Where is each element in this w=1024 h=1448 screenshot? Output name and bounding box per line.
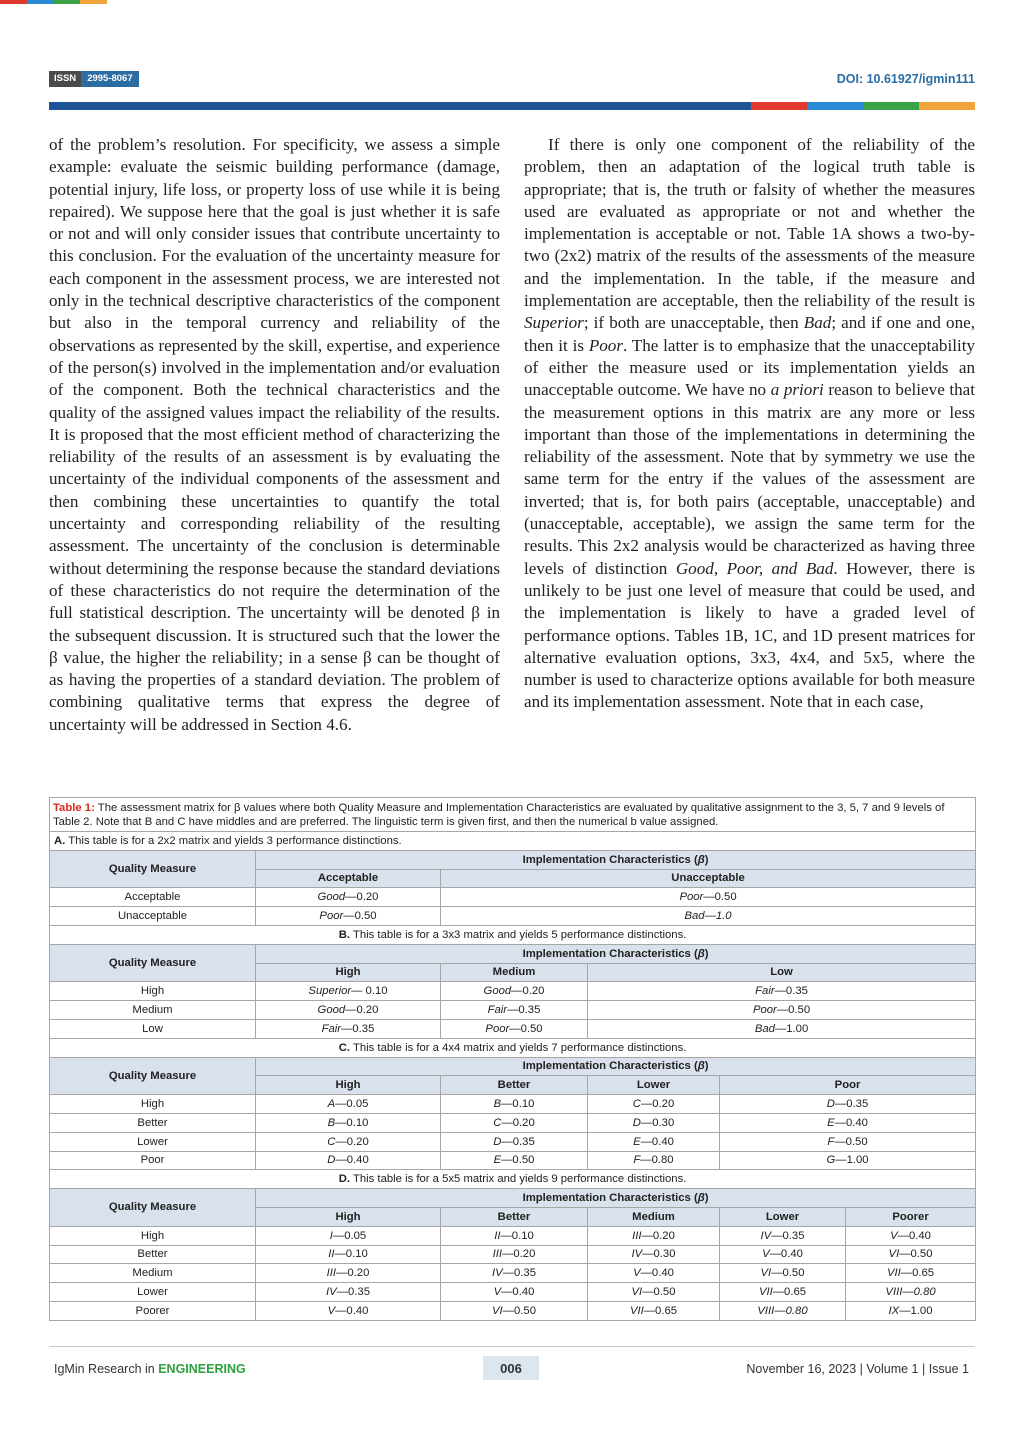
table-row <box>50 888 976 907</box>
table-cell <box>720 1113 976 1132</box>
strip-orange <box>80 0 107 4</box>
row-label: High <box>50 1226 256 1245</box>
cell-term: III <box>326 1267 337 1280</box>
row-label: Poorer <box>50 1301 256 1320</box>
footer-volume: Volume 1 <box>866 1362 919 1376</box>
cell-value: —0.20 <box>501 1116 535 1129</box>
cell-term: Poor <box>679 891 704 904</box>
row-label: Lower <box>50 1283 256 1302</box>
header-rule-red <box>751 102 807 110</box>
section-row <box>50 832 976 851</box>
cell-value: —0.35 <box>501 1135 535 1148</box>
section-description <box>50 925 976 944</box>
row-label: Unacceptable <box>50 907 256 926</box>
header-rule-green <box>863 102 919 110</box>
cell-term: VIII—0.80 <box>757 1304 808 1317</box>
caption-row <box>50 798 976 832</box>
table-cell <box>588 1095 720 1114</box>
text-run: If there is only one component of the reliability of the problem, then an adaptation of the logical truth table is appropriate; that is, the truth or falsity of whether the measures used are evaluated as appropriate or not and whether the implementation is acceptable or not. Table 1A shows a two-by-two (2x2) matrix of the results of the assessments of the measure and the implementation. In the table, if the measure and implementation are acceptable, then the reliability of the result is <box>524 135 975 311</box>
quality-measure-header: Quality Measure <box>50 1057 256 1095</box>
table-cell <box>720 1301 846 1320</box>
section-row <box>50 1038 976 1057</box>
cell-term: III <box>632 1229 642 1242</box>
section-letter: C. <box>338 1041 351 1054</box>
cell-value: —0.50 <box>642 1286 676 1299</box>
table-cell <box>846 1245 976 1264</box>
table-cell <box>588 1001 976 1020</box>
cell-term: V <box>633 1267 641 1280</box>
table-cell <box>441 888 976 907</box>
table-cell <box>588 1019 976 1038</box>
header-rule-blue <box>807 102 863 110</box>
cell-term: III <box>492 1248 503 1261</box>
cell-term: B <box>493 1098 502 1111</box>
table-cell <box>720 1264 846 1283</box>
row-label: Poor <box>50 1151 256 1170</box>
column-header: High <box>256 963 441 982</box>
footer-date: November 16, 2023 <box>746 1362 857 1376</box>
cell-term: VI <box>631 1286 643 1299</box>
cell-value: —0.35 <box>507 1004 541 1017</box>
cell-value: —0.35 <box>502 1267 536 1280</box>
cell-term: F <box>827 1135 835 1148</box>
row-label: Low <box>50 1019 256 1038</box>
cell-term: VII <box>629 1304 644 1317</box>
strip-red <box>0 0 27 4</box>
implementation-header <box>256 1057 976 1076</box>
row-label: Acceptable <box>50 888 256 907</box>
beta-symbol: β <box>697 853 705 866</box>
cell-term: D <box>826 1098 835 1111</box>
table-cell <box>720 1151 976 1170</box>
table-cell <box>441 1245 588 1264</box>
text-run: ; and if one and one, then it is <box>524 313 976 355</box>
cell-value: —0.40 <box>897 1229 931 1242</box>
cell-term: IV <box>326 1286 337 1299</box>
cell-value: —0.10 <box>335 1116 369 1129</box>
cell-term: C <box>493 1116 502 1129</box>
cell-term: V <box>890 1229 898 1242</box>
doi-link[interactable]: DOI: 10.61927/igmin111 <box>836 72 975 86</box>
cell-value: —0.50 <box>771 1267 805 1280</box>
cell-term: B <box>327 1116 336 1129</box>
cell-value: —0.20 <box>335 1135 369 1148</box>
cell-value: —0.50 <box>834 1135 868 1148</box>
column-header: Poor <box>720 1076 976 1095</box>
cell-term: Bad—1.0 <box>684 910 732 923</box>
cell-value: —0.50 <box>501 1154 535 1167</box>
cell-value: —0.40 <box>834 1116 868 1129</box>
section-row <box>50 925 976 944</box>
beta-symbol: β <box>697 1192 705 1205</box>
cell-value: —1.00 <box>774 1022 809 1035</box>
cell-value: —0.20 <box>640 1098 675 1111</box>
table-cell <box>588 1113 720 1132</box>
table-cell <box>588 1264 720 1283</box>
italic-term: Superior <box>524 313 584 333</box>
table-cell <box>256 1019 441 1038</box>
beta-symbol: β <box>697 947 705 960</box>
left-paragraph: of the problem’s resolution. For specificity, we assess a simple example: evaluate the seismic building performance (damage, potential injury, life loss, or property loss of use while it is being repaired). We suppose here that the goal is just whether it is safe or not and will only consider issues that contribute uncertainty to this conclusion. For the evaluation of the uncertainty measure for each component in the assessment process, we are interested not only in the technical descriptive characteristics of the component but also in the temporal currency and reliability of the observations as represented by the skill, expertise, and experience of the person(s) involved in the implementation and/or evaluation of the component. Both the technical characteristics and the quality of the assigned values impact the reliability of the results. It is proposed that the most efficient method of characterizing the reliability of the results of an assessment is by evaluating the uncertainty of the individual components of the assessment and then combining these uncertainties to quantify the total uncertainty and corresponding reliability of the resulting assessment. The uncertainty of the conclusion is determinable without determining the response because the standard deviations of these characteristics do not require the determination of the full statistical description. The uncertainty will be denoted β in the subsequent discussion. It is structured such that the lower the β value, the higher the reliability; in a sense β can be thought of as having the properties of a standard deviation. The problem of combining qualitative terms that express the degree of uncertainty will be addressed in Section 4.6. <box>49 135 500 734</box>
implementation-header <box>256 1189 976 1208</box>
table-row <box>50 1264 976 1283</box>
table-cell <box>846 1226 976 1245</box>
issn-badge <box>49 71 139 87</box>
table-cell <box>588 1132 720 1151</box>
table-row <box>50 1283 976 1302</box>
table-cell <box>441 1001 588 1020</box>
cell-term: G <box>826 1154 836 1167</box>
right-paragraph <box>524 134 975 714</box>
cell-term: I <box>329 1229 333 1242</box>
table-cell <box>720 1245 846 1264</box>
table-cell <box>846 1264 976 1283</box>
row-label: Medium <box>50 1001 256 1020</box>
table-cell <box>441 907 976 926</box>
table-row <box>50 1301 976 1320</box>
cell-value: —1.00 <box>835 1154 869 1167</box>
cell-value: —0.10 <box>501 1098 535 1111</box>
impl-close: ) <box>704 853 709 866</box>
table-cell <box>588 1283 720 1302</box>
cell-value: —0.40 <box>335 1154 369 1167</box>
row-label: Better <box>50 1245 256 1264</box>
quality-measure-header: Quality Measure <box>50 1189 256 1227</box>
table-cell <box>846 1301 976 1320</box>
cell-value: —0.40 <box>769 1248 803 1261</box>
cell-term: VII <box>886 1267 901 1280</box>
implementation-header <box>256 850 976 869</box>
table-row <box>50 1132 976 1151</box>
table-cell <box>256 1151 441 1170</box>
cell-value: —0.20 <box>641 1229 675 1242</box>
section-description <box>50 832 976 851</box>
cell-term: A <box>327 1098 336 1111</box>
cell-term: II <box>494 1229 501 1242</box>
table-row <box>50 1226 976 1245</box>
header-row <box>50 850 976 869</box>
cell-term: Poor <box>319 910 344 923</box>
footer-journal <box>54 1362 246 1376</box>
cell-value: —0.05 <box>332 1229 367 1242</box>
cell-term: V <box>493 1286 502 1299</box>
column-header: High <box>256 1207 441 1226</box>
journal-prefix: IgMin Research in <box>54 1362 159 1376</box>
table-cell <box>256 982 441 1001</box>
table-cell <box>256 888 441 907</box>
italic-term: Bad <box>803 313 832 333</box>
header-rule <box>49 102 975 110</box>
table-cell <box>256 1132 441 1151</box>
header-row <box>50 1057 976 1076</box>
cell-value: —0.10 <box>334 1248 368 1261</box>
column-header: Unacceptable <box>441 869 976 888</box>
table-row <box>50 1019 976 1038</box>
cell-value: —0.35 <box>341 1022 375 1035</box>
table-caption <box>50 798 976 832</box>
cell-term: II <box>328 1248 335 1261</box>
table-cell <box>441 1264 588 1283</box>
section-desc: This table is for a 3x3 matrix and yields 5 performance distinctions. <box>350 928 687 941</box>
cell-term: Fair <box>755 985 775 998</box>
beta-symbol: β <box>697 1060 705 1073</box>
left-column <box>49 134 500 736</box>
text-run: . However, there is unlikely to be just one level of measure that could be used, and the implementation is likely to have a graded level of performance options. Tables 1B, 1C, and 1D present matrices for alternative evaluation options, 3x3, 4x4, and 5x5, where the number is used to characterize options available for both measure and its implementation assessment. Note that in each case, <box>524 558 975 712</box>
cell-value: —0.65 <box>772 1286 807 1299</box>
quality-measure-header: Quality Measure <box>50 850 256 888</box>
journal-field: ENGINEERING <box>158 1362 246 1376</box>
table-row <box>50 982 976 1001</box>
cell-value: —0.50 <box>509 1022 543 1035</box>
table-cell <box>256 1283 441 1302</box>
section-desc: This table is for a 4x4 matrix and yields 7 performance distinctions. <box>350 1041 687 1054</box>
impl-close: ) <box>704 1192 709 1205</box>
column-header: Medium <box>588 1207 720 1226</box>
cell-term: D <box>632 1116 641 1129</box>
text-run: . The latter is to emphasize that the unacceptability of either the measure used or its implementation yields an unacceptable outcome. We have no <box>524 335 976 400</box>
italic-term: Good, Poor, and Bad <box>675 558 834 578</box>
cell-term: VIII—0.80 <box>885 1286 936 1299</box>
table-cell <box>720 1132 976 1151</box>
cell-value: —0.40 <box>640 1135 674 1148</box>
cell-term: Poor <box>752 1004 777 1017</box>
cell-term: C <box>327 1135 336 1148</box>
section-description <box>50 1170 976 1189</box>
implementation-header <box>256 944 976 963</box>
cell-value: —0.20 <box>502 1248 536 1261</box>
column-header: Poorer <box>846 1207 976 1226</box>
section-letter: A. <box>54 834 66 847</box>
table-cell <box>720 1283 846 1302</box>
top-color-strip <box>0 0 107 4</box>
table-cell <box>441 1095 588 1114</box>
cell-term: Superior <box>308 985 352 998</box>
column-header: Lower <box>720 1207 846 1226</box>
table-cell <box>441 1113 588 1132</box>
column-header: Lower <box>588 1076 720 1095</box>
table-cell <box>588 1301 720 1320</box>
footer-rule <box>49 1346 975 1347</box>
footer-issue: Issue 1 <box>928 1362 969 1376</box>
cell-term: E <box>493 1154 502 1167</box>
table-cell <box>256 1301 441 1320</box>
cell-value: —0.20 <box>336 1267 370 1280</box>
table-cell <box>441 1019 588 1038</box>
cell-term: V <box>327 1304 336 1317</box>
table-cell <box>588 1226 720 1245</box>
cell-term: VII <box>758 1286 773 1299</box>
cell-term: Bad <box>754 1022 775 1035</box>
section-description <box>50 1038 976 1057</box>
assessment-table <box>49 797 976 1321</box>
footer-date-volume: November 16, 2023 | Volume 1 | Issue 1 <box>746 1362 969 1376</box>
cell-term: D <box>493 1135 502 1148</box>
cell-term: IV <box>631 1248 643 1261</box>
cell-term: Good <box>483 985 512 998</box>
cell-term: F <box>633 1154 641 1167</box>
table-cell <box>441 1226 588 1245</box>
cell-term: C <box>632 1098 641 1111</box>
text-run: ; if both are unacceptable, then <box>583 313 804 333</box>
caption-label: Table 1: <box>53 802 95 814</box>
row-label: High <box>50 982 256 1001</box>
table-row <box>50 907 976 926</box>
column-header: Better <box>441 1207 588 1226</box>
column-header: Medium <box>441 963 588 982</box>
table-cell <box>256 1226 441 1245</box>
cell-value: —0.20 <box>345 1004 379 1017</box>
cell-term: E <box>827 1116 835 1129</box>
table-cell <box>256 1113 441 1132</box>
table-cell <box>588 1245 720 1264</box>
table-cell <box>441 1132 588 1151</box>
impl-close: ) <box>704 1060 709 1073</box>
section-desc: This table is for a 5x5 matrix and yields 9 performance distinctions. <box>350 1173 687 1186</box>
section-letter: B. <box>338 928 351 941</box>
row-label: Lower <box>50 1132 256 1151</box>
cell-value: —0.35 <box>774 985 808 998</box>
table-row <box>50 1001 976 1020</box>
row-label: Better <box>50 1113 256 1132</box>
impl-label: Implementation Characteristics ( <box>522 947 698 960</box>
cell-term: IV <box>492 1267 503 1280</box>
right-column <box>524 134 975 714</box>
cell-term: VI <box>888 1248 900 1261</box>
table-cell <box>441 1151 588 1170</box>
text-run: reason to believe that the measurement options in this matrix are any more or less important than those of the implementations in determining the reliability of the assessment. Note that by symmetry we use the same term for the entry if the values of the assessment are inverted; that is, for both pairs (acceptable, unacceptable) and (unacceptable, acceptable), we assign the same term for the results. This 2x2 analysis would be characterized as having three levels of distinction <box>524 380 976 578</box>
strip-green <box>54 0 81 4</box>
cell-value: —0.50 <box>703 891 737 904</box>
cell-value: —0.35 <box>771 1229 805 1242</box>
row-label: Medium <box>50 1264 256 1283</box>
cell-value: —0.10 <box>500 1229 534 1242</box>
cell-term: Poor <box>485 1022 510 1035</box>
cell-term: E <box>633 1135 641 1148</box>
header-row <box>50 944 976 963</box>
cell-term: IX <box>888 1304 900 1317</box>
issn-number: 2995-8067 <box>81 71 138 87</box>
table-row <box>50 1095 976 1114</box>
table-cell <box>720 1226 846 1245</box>
table-cell <box>588 982 976 1001</box>
cell-value: —0.20 <box>345 891 379 904</box>
cell-term: IV <box>760 1229 772 1242</box>
cell-value: —0.30 <box>642 1248 676 1261</box>
cell-value: —0.30 <box>640 1116 675 1129</box>
cell-term: Fair <box>321 1022 342 1035</box>
cell-term: VI <box>760 1267 772 1280</box>
column-header: Low <box>588 963 976 982</box>
header-rule-main <box>49 102 751 110</box>
cell-value: —0.40 <box>501 1286 535 1299</box>
header-rule-orange <box>919 102 975 110</box>
column-header: Better <box>441 1076 588 1095</box>
cell-value: —0.40 <box>640 1267 674 1280</box>
table-row <box>50 1113 976 1132</box>
table-cell <box>720 1095 976 1114</box>
cell-value: — 0.10 <box>351 985 388 998</box>
cell-value: —0.50 <box>899 1248 933 1261</box>
cell-value: —0.65 <box>900 1267 935 1280</box>
cell-value: —0.65 <box>643 1304 678 1317</box>
cell-value: —0.50 <box>343 910 377 923</box>
cell-term: D <box>327 1154 336 1167</box>
table-cell <box>588 1151 720 1170</box>
table-row <box>50 1245 976 1264</box>
cell-value: —0.50 <box>776 1004 811 1017</box>
table-cell <box>441 1301 588 1320</box>
quality-measure-header: Quality Measure <box>50 944 256 982</box>
cell-value: —0.35 <box>834 1098 869 1111</box>
column-header: Acceptable <box>256 869 441 888</box>
cell-value: —0.80 <box>640 1154 674 1167</box>
issn-label: ISSN <box>49 71 81 87</box>
cell-term: V <box>762 1248 770 1261</box>
italic-term: Poor <box>588 335 623 355</box>
table-cell <box>441 1283 588 1302</box>
cell-term: VI <box>492 1304 503 1317</box>
section-row <box>50 1170 976 1189</box>
table-cell <box>846 1283 976 1302</box>
impl-label: Implementation Characteristics ( <box>522 1060 698 1073</box>
table-cell <box>441 982 588 1001</box>
strip-blue <box>27 0 54 4</box>
cell-value: —0.35 <box>336 1286 370 1299</box>
cell-value: —0.05 <box>335 1098 369 1111</box>
header-row <box>50 1189 976 1208</box>
section-letter: D. <box>338 1173 351 1186</box>
impl-close: ) <box>704 947 709 960</box>
impl-label: Implementation Characteristics ( <box>522 1192 698 1205</box>
cell-value: —0.20 <box>511 985 545 998</box>
page-number: 006 <box>483 1356 539 1380</box>
table-cell <box>256 1095 441 1114</box>
cell-term: Good <box>317 1004 346 1017</box>
cell-term: Good <box>317 891 346 904</box>
cell-value: —0.40 <box>335 1304 369 1317</box>
row-label: High <box>50 1095 256 1114</box>
table-cell <box>256 907 441 926</box>
italic-term: a priori <box>770 380 824 400</box>
table-row <box>50 1151 976 1170</box>
cell-value: —1.00 <box>899 1304 933 1317</box>
section-desc: This table is for a 2x2 matrix and yields 3 performance distinctions. <box>65 834 402 847</box>
table-cell <box>256 1245 441 1264</box>
cell-term: Fair <box>487 1004 508 1017</box>
column-header: High <box>256 1076 441 1095</box>
impl-label: Implementation Characteristics ( <box>522 853 698 866</box>
table-cell <box>256 1264 441 1283</box>
cell-value: —0.50 <box>502 1304 536 1317</box>
caption-text: The assessment matrix for β values where both Quality Measure and Implementation Characteristics are evaluated by qualitative assignment to the 3, 5, 7 and 9 levels of Table 2. Note that B and C have middles and are preferred. The linguistic term is given first, and then the numerical b value assigned. <box>53 802 945 828</box>
table-cell <box>256 1001 441 1020</box>
